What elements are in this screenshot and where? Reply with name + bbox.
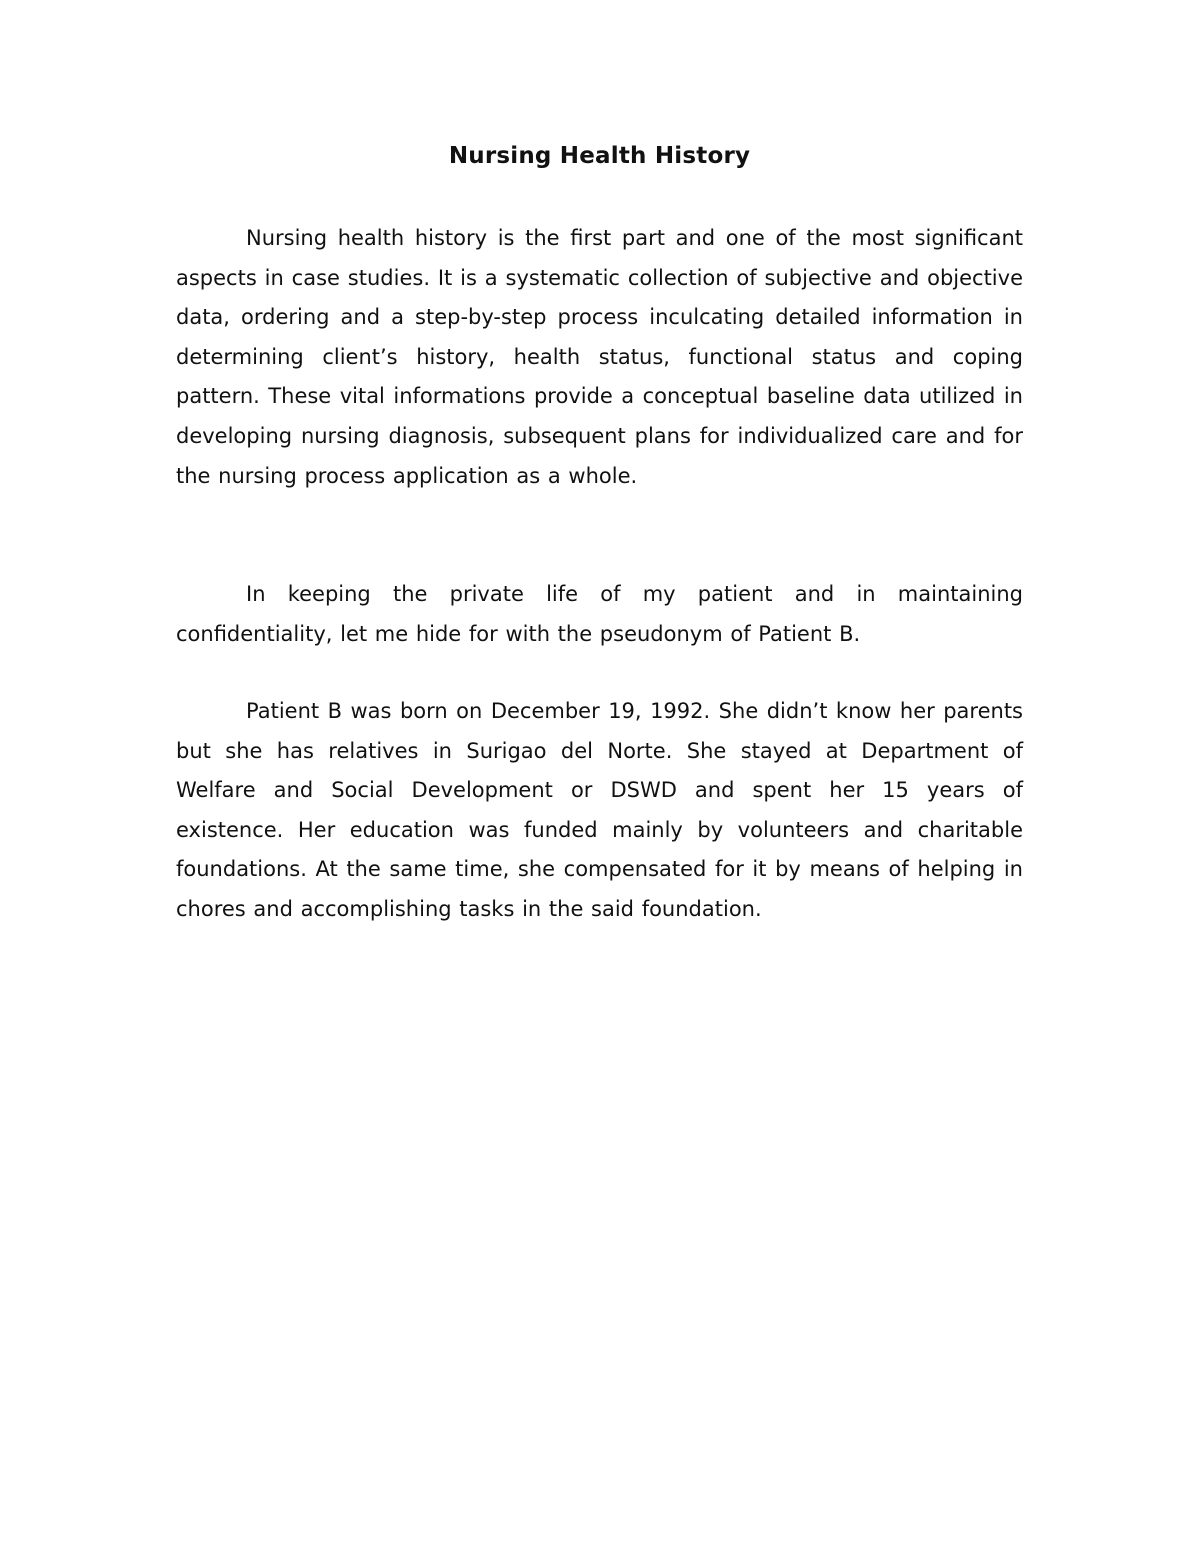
document-title: Nursing Health History (448, 143, 751, 169)
paragraph-patient-background: Patient B was born on December 19, 1992. She didn’t know her parents but she has relatives in Surigao del Norte. She stayed at Department of Welfare and Social Development or DSWD and spent her 15 years of existence. Her education was funded mainly by volunteers and charitable foundations. At the same time, she compensated for it by means of helping in chores and accomplishing tasks in the said foundation. (176, 699, 1023, 921)
paragraph-intro: Nursing health history is the first part and one of the most significant aspects in case studies. It is a systematic collection of subjective and objective data, ordering and a step-by-step process inculcating detailed information in determining client’s history, health status, functional status and coping pattern. These vital informations provide a conceptual baseline data utilized in developing nursing diagnosis, subsequent plans for individualized care and for the nursing process application as a whole. (176, 226, 1023, 488)
paragraph-confidentiality: In keeping the private life of my patient and in maintaining confidentiality, let me hide for with the pseudonym of Patient B. (176, 582, 1023, 646)
